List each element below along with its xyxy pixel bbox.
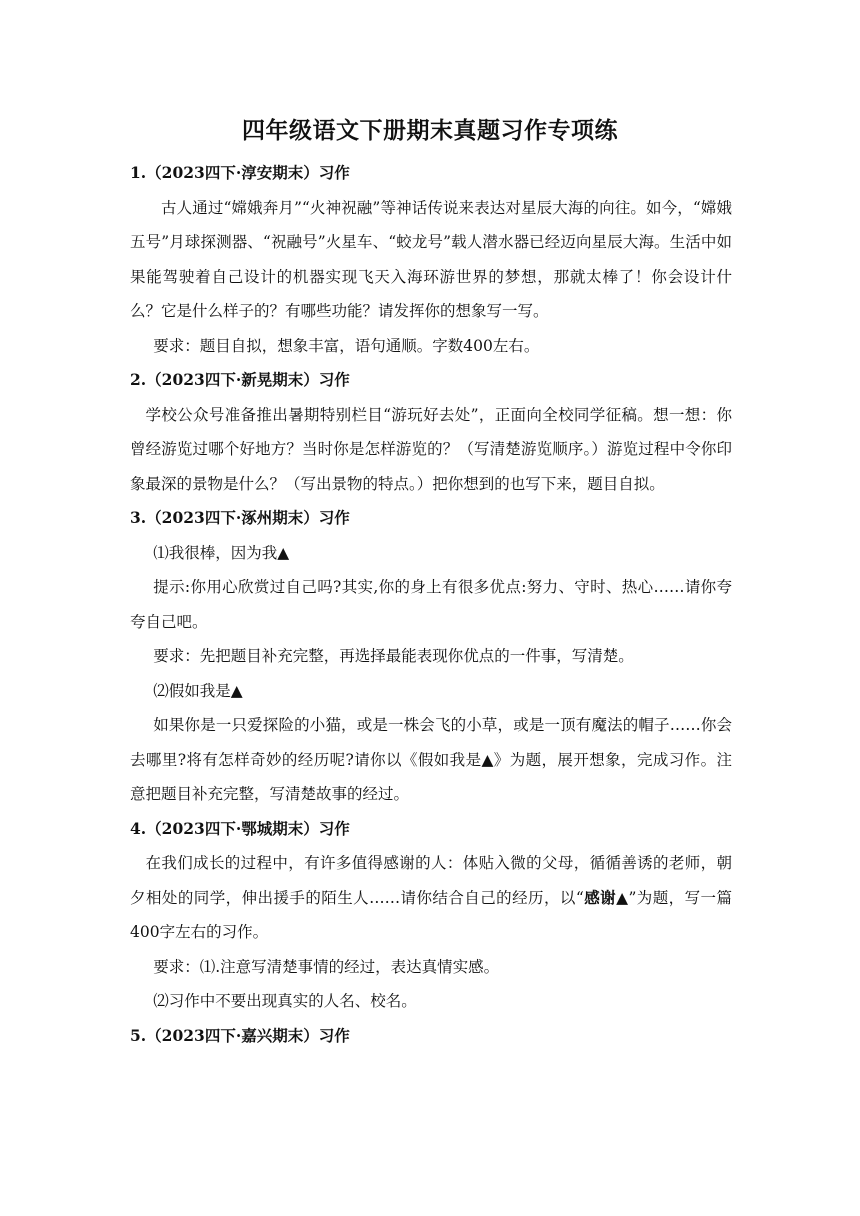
question-4-requirement-2: ⑵习作中不要出现真实的人名、校名。	[153, 992, 417, 1010]
question-3-requirement: 要求：先把题目补充完整，再选择最能表现你优点的一件事，写清楚。	[153, 647, 634, 665]
question-3-subtopic-1: ⑴我很棒，因为我▲	[153, 543, 290, 562]
question-4-prompt-part-a: 在我们成长的过程中，有许多值得感谢的人：体贴入微的父母，循循善诱的老师，朝夕相处的同学，伸出援手的陌生人……请你结合自己的经历，以“	[130, 854, 732, 907]
question-1-heading: 1.（2023四下·淳安期末）习作	[130, 163, 350, 182]
question-3-prompt-2: 如果你是一只爱探险的小猫，或是一株会飞的小草，或是一顶有魔法的帽子……你会去哪里?将有怎样奇妙的经历呢?请你以《假如我是▲》为题，展开想象，完成习作。注意把题目补充完整，写清楚故事的经过。	[130, 716, 732, 803]
question-2-prompt: 学校公众号准备推出暑期特别栏目“游玩好去处”，正面向全校同学征稿。想一想：你曾经游览过哪个好地方？当时你是怎样游览的？（写清楚游览顺序。）游览过程中令你印象最深的景物是什么？（写出景物的特点。）把你想到的也写下来，题目自拟。	[130, 405, 732, 493]
question-1-requirement: 要求：题目自拟，想象丰富，语句通顺。字数400左右。	[153, 336, 540, 355]
question-2-heading: 2.（2023四下·新晃期末）习作	[130, 370, 350, 389]
question-4-requirement-1: 要求：⑴.注意写清楚事情的经过，表达真情实感。	[153, 957, 500, 976]
question-1-prompt: 古人通过“嫦娥奔月”“火神祝融”等神话传说来表达对星辰大海的向往。如今，“嫦娥五号”月球探测器、“祝融号”火星车、“蛟龙号”载人潜水器已经迈向星辰大海。生活中如果能驾驶着自己设计的机器实现飞天入海环游世界的梦想，那就太棒了！你会设计什么？它是什么样子的？有哪些功能？请发挥你的想象写一写。	[130, 198, 732, 320]
question-5-heading: 5.（2023四下·嘉兴期末）习作	[130, 1025, 350, 1045]
question-4-heading: 4.（2023四下·鄂城期末）习作	[130, 818, 350, 838]
document-title: 四年级语文下册期末真题习作专项练	[242, 117, 618, 144]
question-4-prompt	[130, 846, 732, 950]
question-3-heading: 3.（2023四下·涿州期末）习作	[130, 508, 350, 527]
question-3-subtopic-2: ⑵假如我是▲	[153, 681, 243, 700]
question-4-prompt-part-b: ”为题，写一篇400字左右的习作。	[130, 888, 732, 941]
question-4-emphasis: 感谢▲	[583, 887, 629, 907]
question-3-tip: 提示:你用心欣赏过自己吗?其实,你的身上有很多优点:努力、守时、热心……请你夸夸自己吧。	[130, 578, 732, 631]
document-body	[130, 156, 732, 1053]
